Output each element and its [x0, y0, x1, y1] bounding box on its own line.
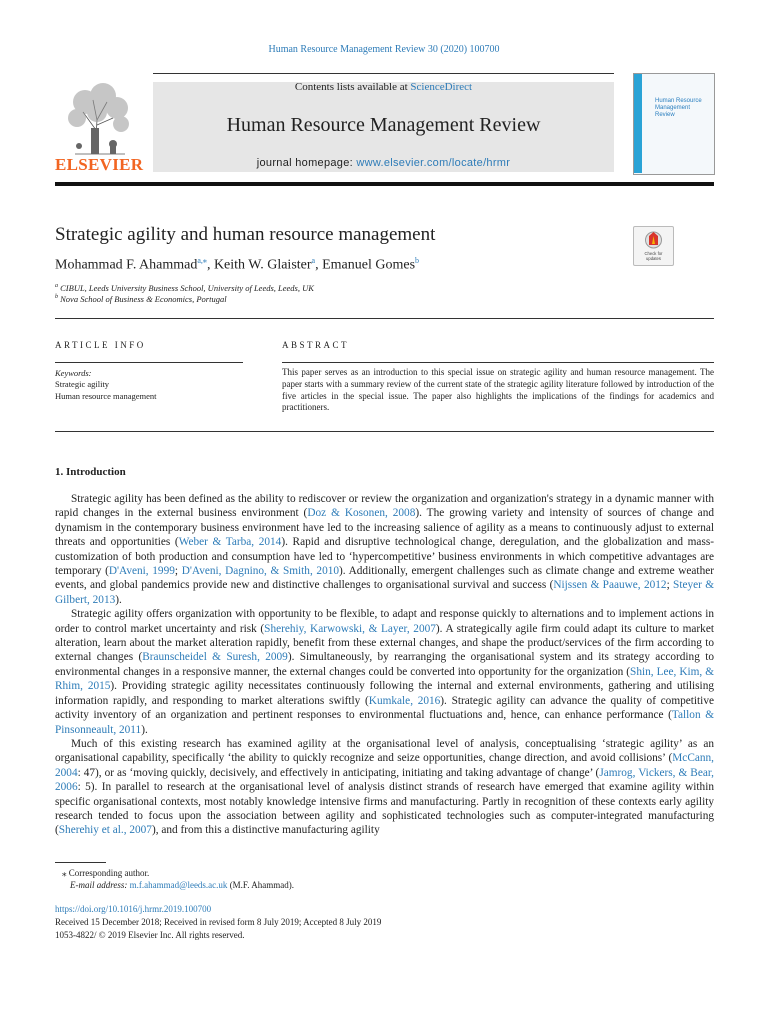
- sciencedirect-link[interactable]: ScienceDirect: [410, 81, 473, 93]
- keywords-label: Keywords:: [55, 368, 92, 378]
- svg-text:updates: updates: [646, 256, 661, 261]
- paragraph-text: ). Rapid and disruptive technological change, deregulation, and the globalization and mass-customization of both production and consumption have led to ‘hypercompetitive’ business environments in which competitive advantages are temporary (: [55, 536, 714, 578]
- header-bottom-rule: [55, 182, 714, 186]
- paragraph: [55, 492, 714, 607]
- affiliation-sup: b: [55, 294, 58, 301]
- paragraph-text: : 47), or as ‘moving quickly, decisively, and effectively in anticipating, initiating and taking advantage of change’ (: [77, 766, 600, 779]
- paragraph-text: Strategic agility offers organization with opportunity to be flexible, to adapt and response quickly to alternations and to implement actions in order to control market uncertainty and risk (: [55, 608, 714, 635]
- footnote-rule: [55, 862, 106, 863]
- author-name: Mohammad F. Ahammad: [55, 257, 198, 273]
- corresponding-mark: ⁎: [62, 868, 67, 878]
- check-for-updates-button[interactable]: [633, 226, 674, 266]
- paragraph-text: ). Simultaneously, by rearranging the organisational system and its strategy according to environmental changes in a responsive manner, the external changes could be converted into opportunity for the organization (: [55, 651, 714, 678]
- header-top-rule: [153, 73, 614, 74]
- paragraph-text: : 5). In parallel to research at the organisational level of analysis distinct strands of research have emerged that examine agility within specific organisational contexts, most notably knowledge intensive firms and manufacturing. Partly in recognition of these contexts early agility research tended to focus upon the association between agility and sophisticated technologies such as computer-integrated manufacturing (: [55, 781, 714, 837]
- section-heading: 1. Introduction: [55, 466, 126, 478]
- paragraph-text: ).: [115, 593, 122, 606]
- affiliation-sup: a: [55, 283, 58, 290]
- divider: [55, 362, 243, 363]
- paragraph-text: ). A strategically agile firm could adapt its culture to market alteration, learn about the market alteration rapidly, benefit from these external changes, and shape the product/services of the firm according to external changes (: [55, 622, 714, 664]
- author-sup[interactable]: b: [415, 256, 420, 265]
- keyword: Strategic agility: [55, 379, 110, 389]
- citation-link[interactable]: Braunscheidel & Suresh, 2009: [142, 651, 288, 664]
- divider: [55, 318, 714, 319]
- citation-link[interactable]: D'Aveni, 1999: [108, 565, 175, 578]
- affiliation-a: [55, 283, 314, 293]
- affiliation-text: Nova School of Business & Economics, Portugal: [60, 294, 227, 304]
- citation-link[interactable]: Weber & Tarba, 2014: [178, 536, 282, 549]
- paragraph-text: ;: [666, 579, 674, 592]
- paragraph-text: ;: [174, 565, 182, 578]
- divider: [282, 362, 714, 363]
- abstract-text: This paper serves as an introduction to this special issue on strategic agility and human resource management. The paper starts with a summary review of the current state of the strategic agility literature followed by introduction of the five articles in the special issue. The paper also highlights the implications of the findings for academics and practitioners.: [282, 367, 714, 413]
- body-text: [55, 492, 714, 838]
- citation-link[interactable]: D'Aveni, Dagnino, & Smith, 2010: [181, 565, 340, 578]
- doi-link[interactable]: https://doi.org/10.1016/j.hrmr.2019.100700: [55, 904, 212, 914]
- citation-link[interactable]: Doz & Kosonen, 2008: [307, 507, 416, 520]
- author-name: Keith W. Glaister: [213, 257, 312, 273]
- paragraph: [55, 737, 714, 838]
- email-suffix: (M.F. Ahammad).: [227, 880, 294, 890]
- elsevier-wordmark: ELSEVIER: [55, 155, 144, 174]
- journal-reference[interactable]: Human Resource Management Review 30 (2020) 100700: [268, 44, 500, 55]
- received-dates: Received 15 December 2018; Received in revised form 8 July 2019; Accepted 8 July 2019: [55, 917, 382, 927]
- citation-link[interactable]: Sherehiy et al., 2007: [58, 824, 152, 837]
- paragraph-text: Much of this existing research has examined agility at the organisational level of analysis, conceptualising ‘strategic agility’ as an organisational capability, specifically ‘the ability to quickly recognize and seize opportunities, change direction, and avoid collisions’ (: [55, 737, 714, 765]
- citation-link[interactable]: Jamrog, Vickers, & Bear, 2006: [55, 766, 714, 794]
- article-info-heading: ARTICLE INFO: [55, 340, 146, 350]
- affiliation-text: CIBUL, Leeds University Business School, University of Leeds, Leeds, UK: [60, 283, 314, 293]
- citation-link[interactable]: McCann, 2004: [55, 752, 714, 779]
- svg-text:Check for: Check for: [644, 251, 663, 256]
- citation-link[interactable]: Tallon & Pinsonneault, 2011: [55, 709, 715, 736]
- cover-accent-bar: [634, 74, 642, 173]
- divider: [55, 431, 714, 432]
- cover-title: Human Resource Management Review: [655, 98, 702, 118]
- homepage-link[interactable]: www.elsevier.com/locate/hrmr: [356, 157, 511, 169]
- email-note: [70, 880, 294, 890]
- paragraph-text: Strategic agility has been defined as the ability to rediscover or review the organization and organization's strategy in a dynamic manner with rapid changes in the external business environment (: [55, 493, 714, 520]
- homepage-prefix: journal homepage:: [256, 157, 357, 169]
- paragraph-text: ). Strategic agility can advance the quality of competitive activity inventory of an organization and pertinent responses to environmental fluctuations and, hence, can enhance performance (: [55, 694, 714, 722]
- paragraph-text: ).: [141, 723, 148, 736]
- citation-link[interactable]: Kumkale, 2016: [368, 694, 441, 707]
- citation-link[interactable]: Shin, Lee, Kim, & Rhim, 2015: [55, 665, 715, 693]
- citation-link[interactable]: Steyer & Gilbert, 2013: [55, 579, 715, 606]
- contents-prefix: Contents lists available at: [294, 81, 411, 93]
- affiliation-b: [55, 294, 227, 304]
- contents-available-line: [153, 81, 614, 93]
- email-link[interactable]: m.f.ahammad@leeds.ac.uk: [129, 880, 228, 890]
- copyright-line: 1053-4822/ © 2019 Elsevier Inc. All rights reserved.: [55, 930, 245, 940]
- email-label: E-mail address:: [70, 880, 130, 890]
- journal-homepage-line: [153, 157, 614, 169]
- author-list: Mohammad F. Ahammad$^{a,⁎}$, Keith W. Glaister$^a$, Emanuel Gomes$^b$: [55, 256, 420, 273]
- paragraph-text: ). Additionally, emergent challenges such as climate change and extreme weather events, and global pandemics provide new and distinctive challenges to organisational survival and success (: [55, 565, 714, 592]
- citation-link[interactable]: Sherehiy, Karwowski, & Layer, 2007: [264, 622, 436, 635]
- paragraph-text: ). Providing strategic agility necessitates continuously following the internal and external environments, gathering and utilising information rapidly, and responding to market alterations swiftly (: [55, 680, 714, 707]
- check-updates-icon: [634, 227, 673, 265]
- author-name: Emanuel Gomes: [322, 257, 416, 273]
- journal-title: Human Resource Management Review: [226, 114, 541, 136]
- paragraph-text: ). The growing variety and intensity of sources of change and dynamism in the contemporary business environment have led to the increasing salience of agility as a means to continuously adjust to external threats and opportunities (: [55, 507, 714, 549]
- corresponding-author-note: [62, 868, 149, 879]
- article-title: Strategic agility and human resource management: [55, 224, 436, 245]
- author-sup[interactable]: a: [311, 256, 316, 265]
- keyword: Human resource management: [55, 391, 157, 401]
- abstract-heading: ABSTRACT: [282, 340, 350, 350]
- author-sup[interactable]: a,⁎: [197, 256, 207, 265]
- paragraph: [55, 607, 714, 737]
- paragraph-text: ), and from this a distinctive manufacturing agility: [151, 824, 380, 837]
- journal-cover-thumbnail[interactable]: [633, 73, 715, 175]
- corresponding-text: Corresponding author.: [66, 868, 150, 878]
- citation-link[interactable]: Nijssen & Paauwe, 2012: [553, 579, 667, 592]
